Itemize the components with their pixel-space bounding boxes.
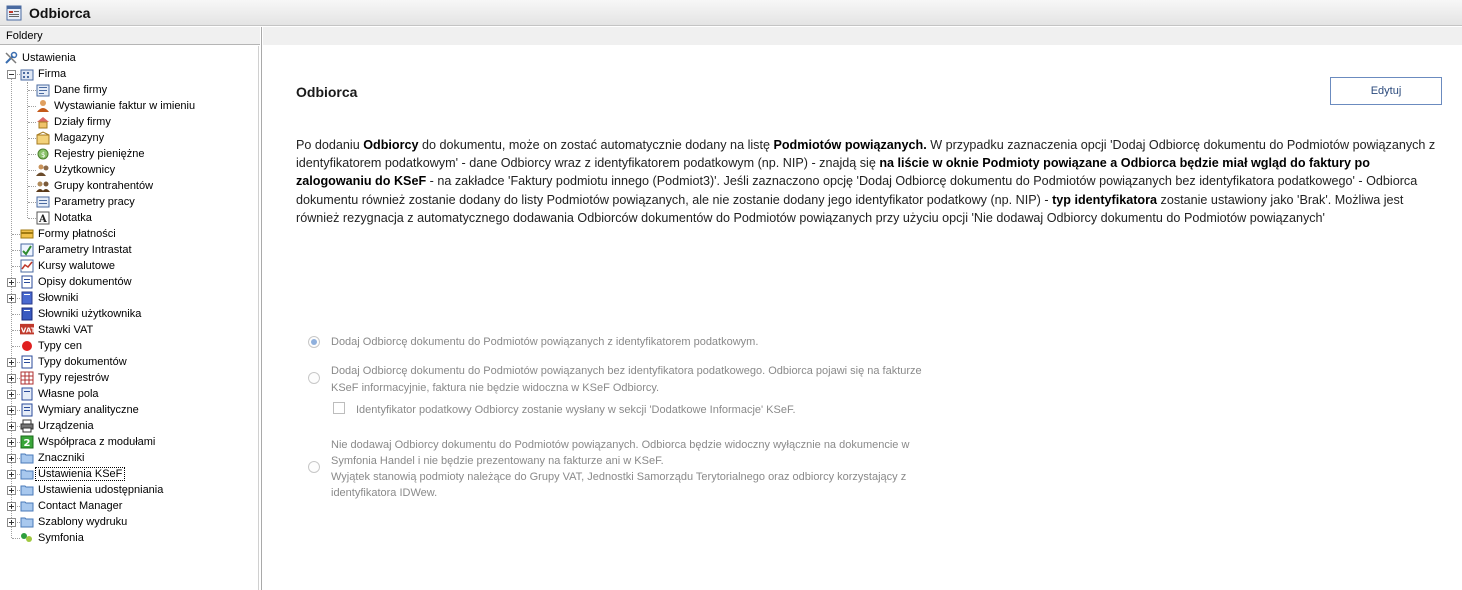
tree-item-label: Parametry Intrastat [38,244,132,257]
tree-item-label: Wymiary analityczne [38,404,139,417]
tree-item-label: Ustawienia [22,52,76,65]
option-do-not-add-line1: Nie dodawaj Odbiorcy dokumentu do Podmiotów powiązanych. Odbiorca będzie widoczny wyłącznie na dokumencie w [331,439,910,451]
expand-plus-icon[interactable] [7,374,16,383]
tree-item-label: Szablony wydruku [38,516,128,529]
folder-icon [20,467,34,480]
tree-item-label: Stawki VAT [38,324,94,337]
tree-item-label: Kursy walutowe [38,260,116,273]
tree-item-label: Ustawienia udostępniania [38,484,164,497]
expand-plus-icon[interactable] [7,278,16,287]
tree-item-label: Ustawienia KSeF [35,467,125,481]
dictionary-icon [20,291,34,304]
folders-header [0,27,260,45]
users-icon [36,163,50,176]
tree-item-label: Słowniki użytkownika [38,308,142,321]
expand-plus-icon[interactable] [7,358,16,367]
analytic-dimensions-icon [20,403,34,416]
app-window-icon [6,5,22,21]
tree-item[interactable] [36,98,195,114]
content-top-strip [263,27,1462,45]
tree-connector-line [12,234,20,235]
folder-icon [20,451,34,464]
tree-item-label: Parametry pracy [54,196,135,209]
tree-item[interactable] [20,466,125,482]
departments-icon [36,115,50,128]
contractor-groups-icon [36,179,50,192]
tree-item[interactable] [20,322,93,338]
option-without-tax-id-line2: KSeF informacyjnie, faktura nie będzie widoczna w KSeF Odbiorcy. [331,382,660,394]
tree-item-label: Rejestry pieniężne [54,148,145,161]
tree-connector-line [12,538,20,539]
tools-icon [4,51,18,64]
tree-item[interactable] [20,354,127,370]
tree-item[interactable] [20,514,127,530]
content-panel [263,27,1462,590]
tree-item[interactable] [20,482,163,498]
expand-plus-icon[interactable] [7,486,16,495]
tree-item[interactable] [20,66,66,82]
note-icon [36,211,50,224]
tree-item[interactable] [20,434,155,450]
tree-item[interactable] [20,402,139,418]
person-icon [36,99,50,112]
document-icon [20,275,34,288]
work-params-icon [36,195,50,208]
tree-item[interactable] [20,274,132,290]
tree-item-label: Formy płatności [38,228,116,241]
svg-text:VAT: VAT [20,326,36,335]
tree-item-label: Wystawianie faktur w imieniu [54,100,196,113]
tree-item[interactable] [36,194,135,210]
tree-connector-line [12,346,20,347]
folder-icon [20,483,34,496]
radio-without-tax-id[interactable] [308,372,320,384]
tree-connector-line [28,122,36,123]
tree-item-label: Notatka [54,212,92,225]
tree-connector-line [28,170,36,171]
edit-button[interactable]: Edytuj [1330,77,1442,105]
tree-item-label: Firma [38,68,67,81]
tree-item-label: Urządzenia [38,420,94,433]
radio-do-not-add[interactable] [308,461,320,473]
payment-forms-icon [20,227,34,240]
tree-item[interactable] [20,338,82,354]
tree-connector-line [12,266,20,267]
tree-item-label: Contact Manager [38,500,123,513]
tree-item-label: Własne pola [38,388,99,401]
folders-header-label: Foldery [6,30,43,42]
tree-item[interactable] [20,290,78,306]
tree-item[interactable] [36,114,111,130]
symfonia-icon [20,531,34,544]
company-data-icon [36,83,50,96]
tree-connector-line [28,186,36,187]
description-text: Po dodaniu Odbiorcy do dokumentu, może on zostać automatycznie dodany na listę Podmiotów powiązanych. W przypadku zaznaczenia opcji 'Dodaj Odbiorcę dokumentu do Podmiotów powiązanych z identyfikatorem podatkowym' - dane Odbiorcy wraz z identyfikatorem podatkowym (np. NIP) - znajdą się na liście w oknie Podmioty powiązane a Odbiorca będzie miał wgląd do faktury po zalogowaniu do KSeF - na zakładce 'Faktury podmiotu innego (Podmiot3)'. Jeśli zaznaczono opcję 'Dodaj Odbiorcę dokumentu do Podmiotów powiązanych bez identyfikatora podatkowego' - Odbiorca dokumentu również zostanie dodany do listy Podmiotów powiązanych, ale nie zostanie dodany jego identyfikator podatkowy (np. NIP) - typ identyfikatora zostanie ustawiony jako 'Brak'. Możliwa jest również rezygnacja z automatycznego dodawania Odbiorców dokumentów do Podmiotów powiązanych przy użyciu opcji 'Nie dodawaj Odbiorcy dokumentu do Podmiotów powiązanych' [296,138,1436,225]
company-icon [20,67,34,80]
tree-item[interactable] [36,162,115,178]
expand-plus-icon[interactable] [7,470,16,479]
expand-plus-icon[interactable] [7,422,16,431]
tree-item[interactable] [20,306,141,322]
tree-item-label: Opisy dokumentów [38,276,132,289]
tree-item-label: Grupy kontrahentów [54,180,154,193]
radio-with-tax-id[interactable] [308,336,320,348]
tree-item[interactable] [20,386,99,402]
tree-item-label: Typy cen [38,340,83,353]
expand-plus-icon[interactable] [7,406,16,415]
tree-connector-line [28,106,36,107]
tree-item-label: Magazyny [54,132,105,145]
tree-connector-line [12,314,20,315]
tree-item[interactable] [36,210,92,226]
tree-connector-line [28,90,36,91]
expand-plus-icon[interactable] [7,518,16,527]
svg-text:2: 2 [23,437,31,449]
tree-item[interactable] [36,146,145,162]
tree-item-label: Współpraca z modułami [38,436,156,449]
money-register-icon [36,147,50,160]
folder-tree[interactable] [0,46,259,590]
modules-icon [20,435,34,448]
title-bar [0,0,1462,26]
tree-item[interactable] [20,242,132,258]
register-types-icon [20,371,34,384]
folders-panel [0,27,262,590]
expand-plus-icon[interactable] [7,438,16,447]
printer-icon [20,419,34,432]
tree-item-label: Symfonia [38,532,84,545]
warehouse-icon [36,131,50,144]
send-tax-id-checkbox[interactable] [333,402,345,414]
tree-item[interactable] [36,82,107,98]
intrastat-icon [20,243,34,256]
expand-plus-icon[interactable] [7,294,16,303]
custom-fields-icon [20,387,34,400]
expand-plus-icon[interactable] [7,390,16,399]
tree-item-label: Typy dokumentów [38,356,127,369]
folder-icon [20,515,34,528]
tree-item-label: Użytkownicy [54,164,116,177]
folder-icon [20,499,34,512]
tree-connector-line [12,330,20,331]
tree-connector-line [12,250,20,251]
tree-connector-line [28,138,36,139]
tree-connector-line [27,82,28,218]
price-types-icon [20,339,34,352]
option-with-tax-id-label: Dodaj Odbiorcę dokumentu do Podmiotów powiązanych z identyfikatorem podatkowym. [331,336,759,348]
user-dictionary-icon [20,307,34,320]
tree-item[interactable] [20,418,94,434]
tree-item-label: Działy firmy [54,116,111,129]
tree-item-label: Znaczniki [38,452,85,465]
tree-item[interactable] [20,450,84,466]
option-do-not-add-line3: Wyjątek stanowią podmioty należące do Grupy VAT, Jednostki Samorządu Terytorialnego oraz odbiorcy korzystający z [331,471,907,483]
tree-item[interactable] [20,226,116,242]
tree-item-label: Słowniki [38,292,79,305]
expand-plus-icon[interactable] [7,454,16,463]
tree-item-label: Typy rejestrów [38,372,109,385]
tree-item[interactable] [20,498,122,514]
window-title: Odbiorca [29,5,91,21]
currency-chart-icon [20,259,34,272]
tree-connector-line [28,154,36,155]
svg-text:$: $ [41,150,46,159]
tree-item[interactable] [36,178,153,194]
document-types-icon [20,355,34,368]
tree-item-label: Dane firmy [54,84,108,97]
tree-connector-line [11,74,12,538]
vat-icon [20,323,34,336]
section-title: Odbiorca [296,84,358,100]
tree-connector-line [28,202,36,203]
send-tax-id-label: Identyfikator podatkowy Odbiorcy zostanie wysłany w sekcji 'Dodatkowe Informacje' KSeF. [356,404,796,416]
tree-item[interactable] [20,530,84,546]
svg-text:A: A [39,213,47,225]
tree-item[interactable] [4,50,76,66]
tree-connector-line [28,218,36,219]
option-without-tax-id-line1: Dodaj Odbiorcę dokumentu do Podmiotów powiązanych bez identyfikatora podatkowego. Odbiorca pojawi się na fakturze [331,365,922,377]
tree-item[interactable] [20,258,115,274]
collapse-minus-icon[interactable] [7,70,16,79]
tree-item[interactable] [20,370,109,386]
option-do-not-add-line2: Symfonia Handel i nie będzie prezentowany na fakturze ani w KSeF. [331,455,664,467]
expand-plus-icon[interactable] [7,502,16,511]
option-do-not-add-line4: identyfikatora IDWew. [331,487,438,499]
tree-item[interactable] [36,130,104,146]
